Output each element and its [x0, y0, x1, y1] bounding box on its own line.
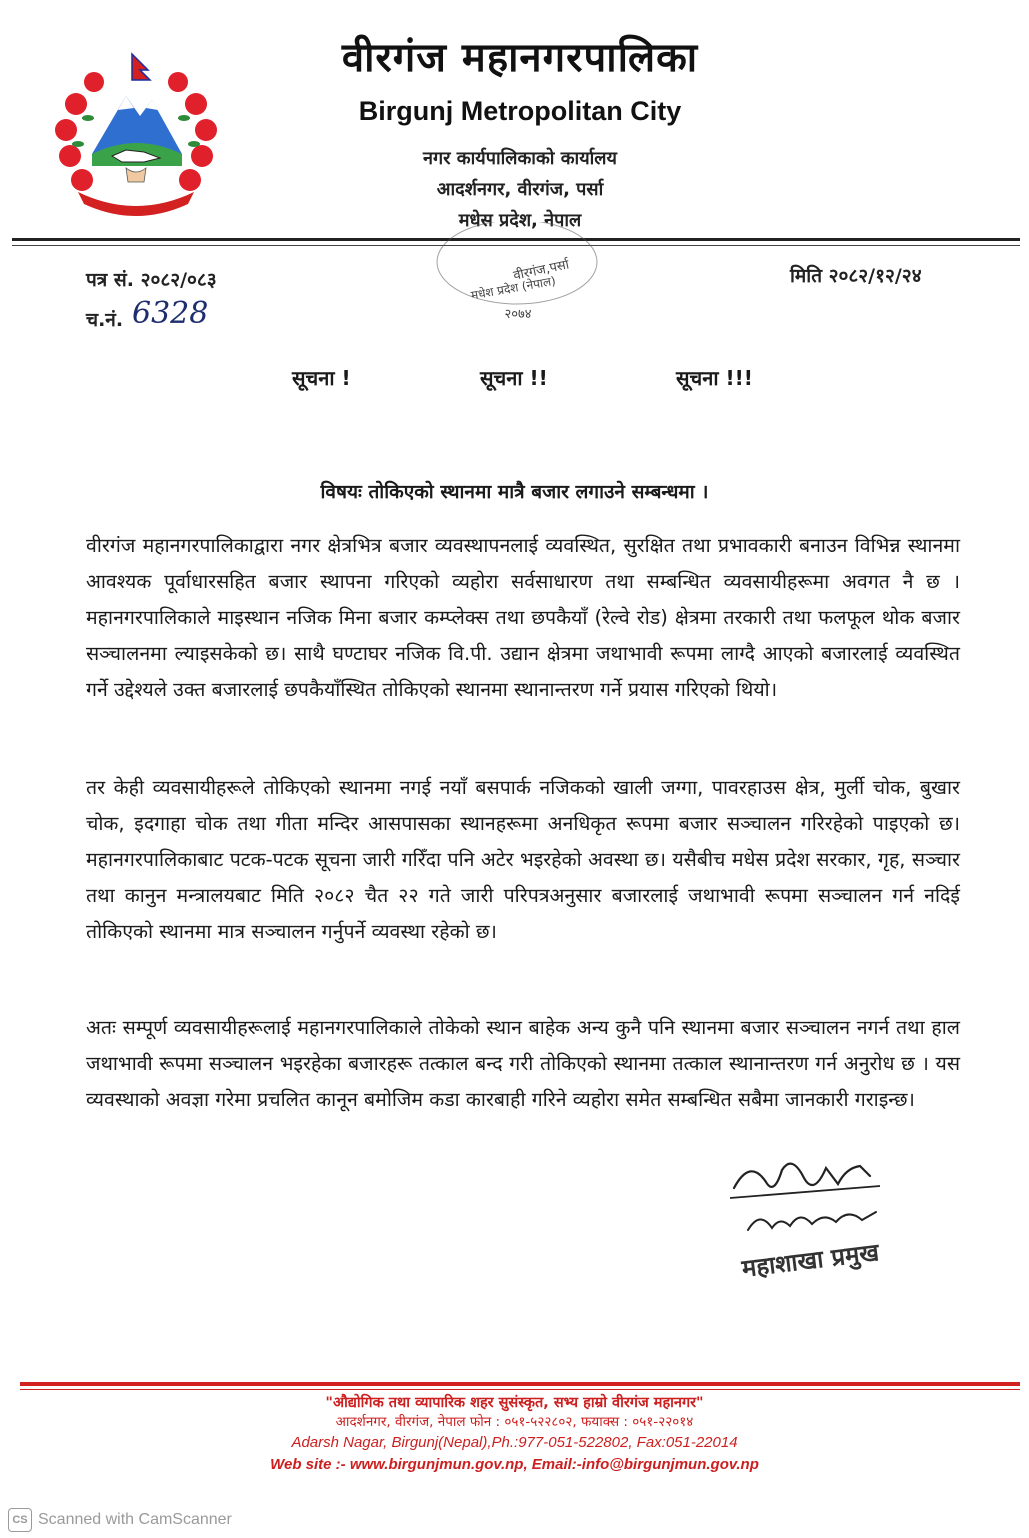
nepal-emblem-icon: [48, 44, 224, 220]
notice-heading-1: सूचना !: [292, 366, 351, 390]
body-paragraph-3: अतः सम्पूर्ण व्यवसायीहरूलाई महानगरपालिकाले तोकेको स्थान बाहेक अन्य कुनै पनि स्थानमा बजार सञ्चालन नगर्न तथा हाल जथाभावी रूपमा सञ्चालन भइरहेका बजारहरू तत्काल बन्द गरी तोकिएको स्थानमा तत्काल स्थानान्तरण गर्न अनुरोध छ । यस व्यवस्थाको अवज्ञा गरेमा प्रचलित कानून बमोजिम कडा कारबाही गरिने व्यहोरा समेत सम्बन्धित सबैमा जानकारी गराइन्छ।: [86, 1016, 960, 1111]
letter-date: मिति २०८२/१२/२४: [790, 265, 922, 287]
footer-divider: [20, 1382, 1020, 1386]
notice-heading-2: सूचना !!: [480, 366, 548, 390]
reference-number: पत्र सं. २०८२/०८३: [86, 269, 217, 291]
municipality-title-english: Birgunj Metropolitan City: [358, 96, 682, 126]
dispatch-number: 6328: [132, 296, 209, 331]
municipality-title-nepali: वीरगंज महानगरपालिका: [341, 35, 699, 81]
body-paragraph-1: वीरगंज महानगरपालिकाद्वारा नगर क्षेत्रभित्र बजार व्यवस्थापनलाई व्यवस्थित, सुरक्षित तथा प्रभावकारी बनाउन विभिन्न स्थानमा आवश्यक पूर्वाधारसहित बजार स्थापना गरिएको व्यहोरा सर्वसाधारण तथा सम्बन्धित व्यवसायीहरूमा अवगत नै छ । महानगरपालिकाले माइस्थान नजिक मिना बजार कम्प्लेक्स तथा छपकैयाँ (रेल्वे रोड) क्षेत्रमा तरकारी तथा फलफूल थोक बजार सञ्चालनमा ल्याइसकेको छ। साथै घण्टाघर नजिक वि.पी. उद्यान क्षेत्रमा जथाभावी रूपमा लाग्दै आएको बजारलाई व्यवस्थित गर्ने उद्देश्यले उक्त बजारलाई छपकैयाँस्थित तोकिएको स्थानमा स्थानान्तरण गर्ने प्रयास गरिएको थियो।: [86, 534, 960, 701]
office-stamp: [432, 222, 602, 334]
stamp-year: २०७४: [504, 307, 532, 322]
footer-address-english: Adarsh Nagar, Birgunj(Nepal),Ph.:977-051-522802, Fax:051-22014: [291, 1434, 738, 1451]
signatory-title: महाशाखा प्रमुख: [740, 1238, 881, 1283]
camscanner-label: Scanned with CamScanner: [38, 1511, 232, 1528]
stamp-line-2: मधेश प्रदेश (नेपाल): [469, 273, 557, 303]
office-line-2: आदर्शनगर, वीरगंज, पर्सा: [436, 179, 604, 200]
office-line-1: नगर कार्यपालिकाको कार्यालय: [423, 148, 617, 169]
notice-heading-3: सूचना !!!: [676, 366, 753, 390]
letter-subject: विषयः तोकिएको स्थानमा मात्रै बजार लगाउने सम्बन्धमा ।: [320, 481, 709, 503]
camscanner-watermark: [8, 1508, 232, 1532]
camscanner-logo-icon: CS: [8, 1508, 32, 1532]
stamp-line-1: वीरगंज,पर्सा: [512, 257, 571, 284]
dispatch-label: च.नं.: [86, 309, 124, 331]
footer-divider-thin: [20, 1389, 1020, 1390]
body-paragraph-2: तर केही व्यवसायीहरूले तोकिएको स्थानमा नगई नयाँ बसपार्क नजिकको खाली जग्गा, पावरहाउस क्षेत्र, मुर्ली चोक, बुखार चोक, इदगाहा चोक तथा गीता मन्दिर आसपासका स्थानहरूमा अनधिकृत रूपमा बजार सञ्चालन गरिरहेको पाइएको छ। महानगरपालिकाबाट पटक-पटक सूचना जारी गरिँदा पनि अटेर भइरहेको अवस्था छ। यसैबीच मधेस प्रदेश सरकार, गृह, सञ्चार तथा कानुन मन्त्रालयबाट मिति २०८२ चैत २२ गते जारी परिपत्रअनुसार बजारलाई जथाभावी रूपमा सञ्चालन गर्न नदिई तोकिएको स्थानमा मात्र सञ्चालन गर्नुपर्ने व्यवस्था रहेको छ।: [86, 776, 960, 943]
signature: [720, 1148, 920, 1248]
office-line-3: मधेस प्रदेश, नेपाल: [458, 210, 582, 231]
footer-address-nepali: आदर्शनगर, वीरगंज, नेपाल फोन : ०५१-५२२८०२, फयाक्स : ०५१-२२०१४: [335, 1414, 694, 1430]
footer-web-email: Web site :- www.birgunjmun.gov.np, Email:-info@birgunjmun.gov.np: [270, 1456, 759, 1473]
footer-slogan: "औद्योगिक तथा व्यापारिक शहर सुसंस्कृत, सभ्य हाम्रो वीरगंज महानगर": [325, 1395, 704, 1411]
